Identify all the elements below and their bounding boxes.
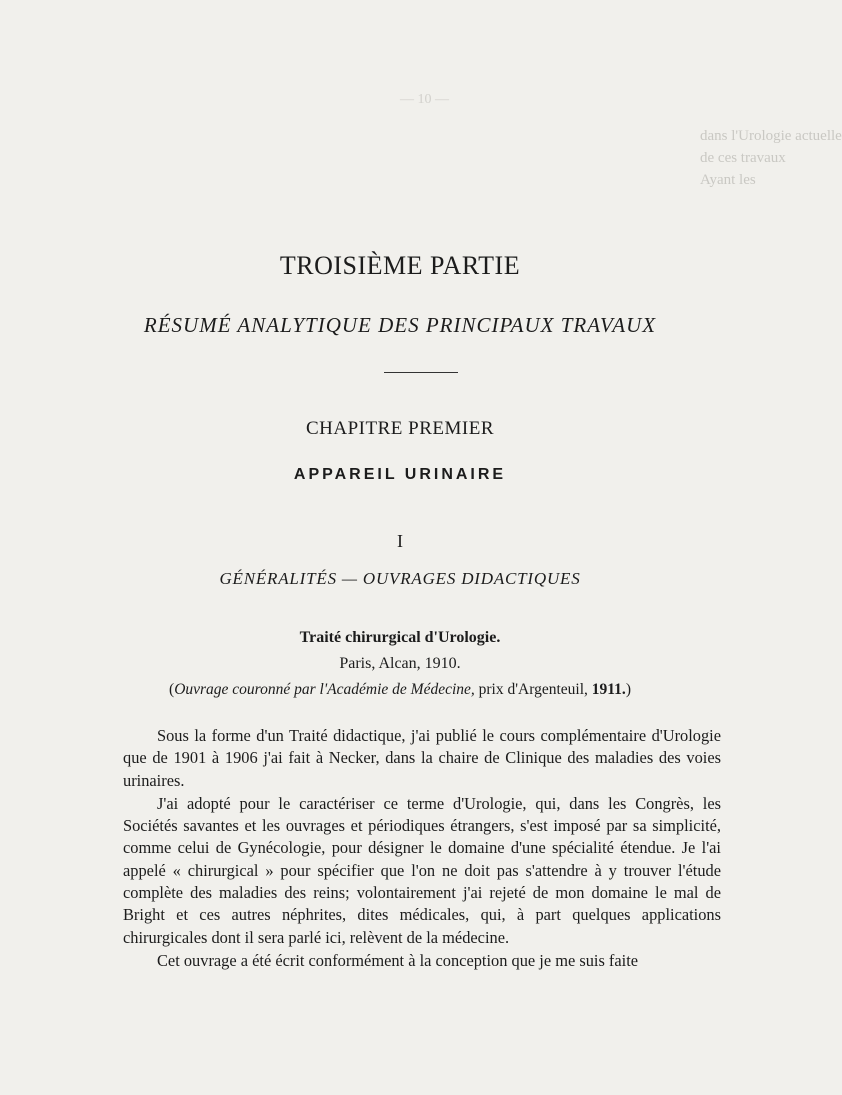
- faint-page-number: — 10 —: [400, 92, 449, 107]
- work-title: Traité chirurgical d'Urologie.: [299, 629, 501, 646]
- part-subtitle: RÉSUMÉ ANALYTIQUE DES PRINCIPAUX TRAVAUX: [143, 313, 657, 337]
- body-text: [123, 725, 721, 972]
- work-publication: Paris, Alcan, 1910.: [339, 655, 461, 672]
- chapter-title: CHAPITRE PREMIER: [306, 418, 494, 439]
- faint-bleed-line: de ces travaux: [700, 150, 786, 166]
- work-award: [0, 681, 800, 699]
- award-open-paren: (: [169, 681, 175, 698]
- part-title: TROISIÈME PARTIE: [279, 251, 521, 280]
- faint-bleed-line: dans l'Urologie actuelle: [700, 128, 842, 144]
- title-divider: [384, 372, 458, 373]
- award-plain-text: prix d'Argenteuil,: [474, 681, 592, 698]
- subsection-heading: GÉNÉRALITÉS — OUVRAGES DIDACTIQUES: [219, 569, 581, 588]
- award-italic-text: Ouvrage couronné par l'Académie de Médecine,: [174, 681, 475, 698]
- award-close-paren: ): [625, 681, 631, 698]
- section-title: APPAREIL URINAIRE: [293, 466, 507, 483]
- paragraph: Cet ouvrage a été écrit conformément à la conception que je me suis faite: [157, 950, 639, 970]
- faint-bleed-line: Ayant les: [700, 172, 756, 188]
- paragraph: Sous la forme d'un Traité didactique, j'ai publié le cours complémentaire d'Urologie que de 1901 à 1906 j'ai fait à Necker, dans la chaire de Clinique des maladies des voies urinaires.: [123, 726, 721, 790]
- paragraph: J'ai adopté pour le caractériser ce terme d'Urologie, qui, dans les Congrès, les Sociétés savantes et les ouvrages et périodiques étrangers, s'est imposé par sa simplicité, comme celui de Gynécologie, pour désigner le domaine d'une spécialité étendue. Je l'ai appelé « chirurgical » pour spécifier que l'on ne doit pas s'attendre à y trouver l'étude complète des maladies des reins; volontairement j'ai rejeté de mon domaine le mal de Bright et ces autres néphrites, dites médicales, qui, à part quelques applications chirurgicales dont il sera parlé ici, relèvent de la médecine.: [123, 793, 721, 947]
- award-year: 1911.: [591, 681, 626, 698]
- section-number: I: [397, 531, 403, 551]
